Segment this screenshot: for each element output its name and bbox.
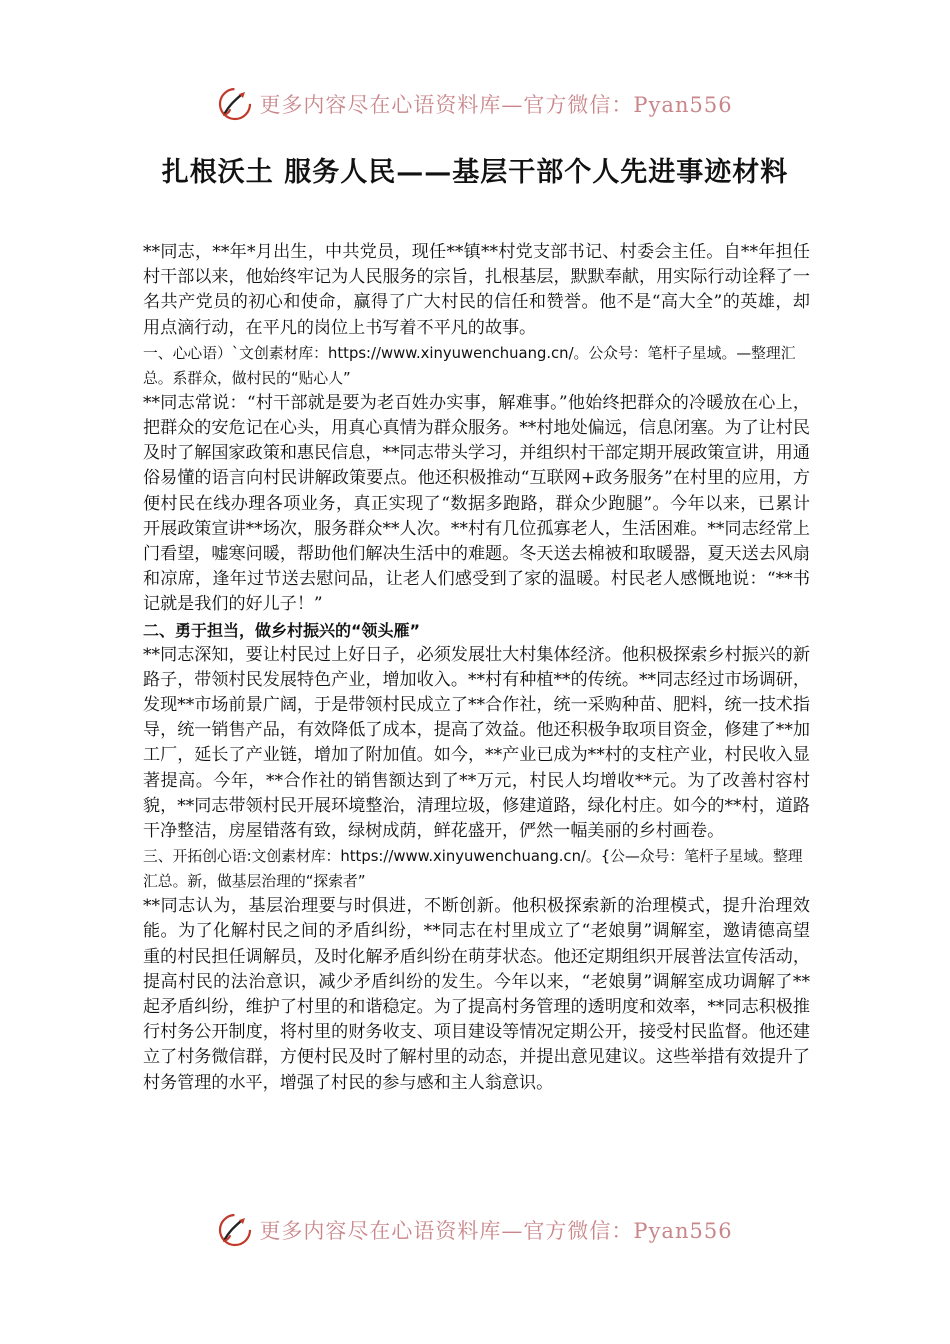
footer-banner-text: 更多内容尽在心语资料库—官方微信：Pyan556	[259, 1219, 733, 1243]
hand-writing-brush-icon	[217, 1212, 253, 1248]
section-3-paragraph: **同志认为，基层治理要与时俱进，不断创新。他积极探索新的治理模式，提升治理效能。为了化解村民之间的矛盾纠纷，**同志在村里成立了“老娘舅”调解室，邀请德高望重的村民担任调解员，及时化解矛盾纠纷在萌芽状态。他还定期组织开展普法宣传活动，提高村民的法治意识，减少矛盾纠纷的发生。今年以来，“老娘舅”调解室成功调解了**起矛盾纠纷，维护了村里的和谐稳定。为了提高村务管理的透明度和效率，**同志积极推行村务公开制度，将村里的财务收支、项目建设等情况定期公开，接受村民监督。他还建立了村务微信群，方便村民及时了解村里的动态，并提出意见建议。这些举措有效提升了村务管理的水平，增强了村民的参与感和主人翁意识。	[143, 896, 810, 1093]
footer-banner	[0, 1210, 950, 1250]
hand-writing-brush-icon	[217, 86, 253, 122]
document-title: 扎根沃土 服务人民——基层干部个人先进事迹材料	[161, 157, 789, 188]
intro-paragraph: **同志，**年*月出生，中共党员，现任**镇**村党支部书记、村委会主任。自**年担任村干部以来，他始终牢记为人民服务的宗旨，扎根基层，默默奉献，用实际行动诠释了一名共产党员的初心和使命，赢得了广大村民的信任和赞誉。他不是“高大全”的英雄，却用点滴行动，在平凡的岗位上书写着不平凡的故事。	[143, 242, 810, 338]
section-3-heading: 三、开拓创心语:文创素材库：https://www.xinyuwenchuang.cn/。{公—众号：笔杆子星域。整理汇总。新，做基层治理的“探索者”	[143, 848, 803, 891]
header-banner-text: 更多内容尽在心语资料库—官方微信：Pyan556	[259, 93, 733, 117]
header-banner	[0, 84, 950, 124]
section-1-paragraph: **同志常说：“村干部就是要为老百姓办实事，解难事。”他始终把群众的冷暖放在心上，把群众的安危记在心头，用真心真情为群众服务。**村地处偏远，信息闭塞。为了让村民及时了解国家政策和惠民信息，**同志带头学习，并组织村干部定期开展政策宣讲，用通俗易懂的语言向村民讲解政策要点。他还积极推动“互联网+政务服务”在村里的应用，方便村民在线办理各项业务，真正实现了“数据多跑路，群众少跑腿”。今年以来，已累计开展政策宣讲**场次，服务群众**人次。**村有几位孤寡老人，生活困难。**同志经常上门看望，嘘寒问暖，帮助他们解决生活中的难题。冬天送去棉被和取暖器，夏天送去风扇和凉席，逢年过节送去慰问品，让老人们感受到了家的温暖。村民老人感慨地说：“**书记就是我们的好儿子！”	[143, 392, 810, 615]
document-body	[143, 240, 810, 1096]
section-1-heading: 一、心心语）`文创素材库：https://www.xinyuwenchuang.cn/。公众号：笔杆子星域。—整理汇总。系群众，做村民的“贴心人”	[143, 344, 796, 387]
section-2-paragraph: **同志深知，要让村民过上好日子，必须发展壮大村集体经济。他积极探索乡村振兴的新路子，带领村民发展特色产业，增加收入。**村有种植**的传统。**同志经过市场调研，发现**市场前景广阔，于是带领村民成立了**合作社，统一采购种苗、肥料，统一技术指导，统一销售产品，有效降低了成本，提高了效益。他还积极争取项目资金，修建了**加工厂，延长了产业链，增加了附加值。如今，**产业已成为**村的支柱产业，村民收入显著提高。今年，**合作社的销售额达到了**万元，村民人均增收**元。为了改善村容村貌，**同志带领村民开展环境整治，清理垃圾，修建道路，绿化村庄。如今的**村，道路干净整洁，房屋错落有致，绿树成荫，鲜花盛开，俨然一幅美丽的乡村画卷。	[143, 644, 810, 842]
section-2-heading: 二、勇于担当，做乡村振兴的“领头雁”	[143, 620, 421, 640]
